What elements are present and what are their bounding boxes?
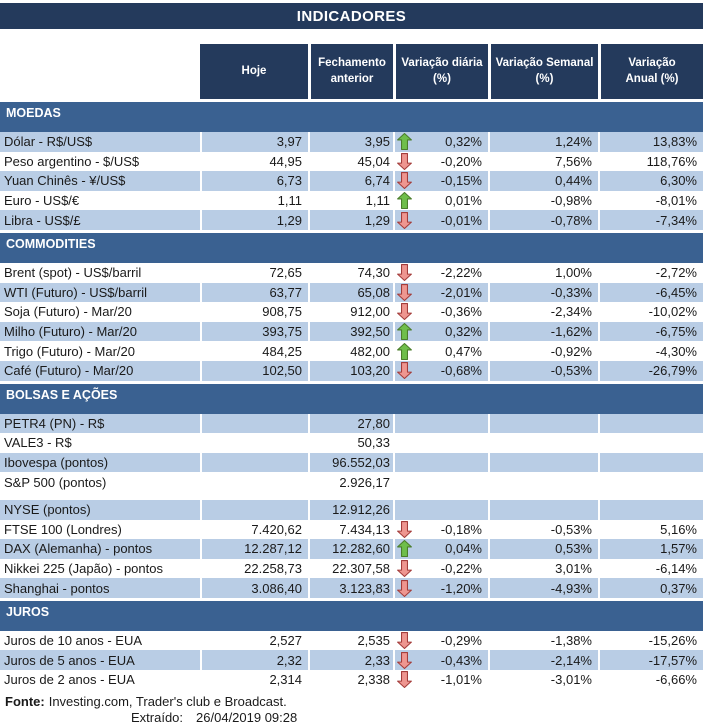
hoje-value: 22.258,73 [200,559,308,579]
table-row [0,283,703,303]
trend-arrow [397,415,412,432]
table-row [0,500,703,520]
variacao-diaria-value: 0,47% [445,343,482,359]
variacao-diaria-value: 0,01% [445,193,482,209]
trend-arrow [397,540,412,557]
variacao-diaria-cell [393,500,488,520]
hoje-value: 7.420,62 [200,520,308,540]
table-row [0,322,703,342]
trend-down-icon [397,580,412,597]
variacao-anual-value: -17,57% [598,650,703,670]
table-row [0,520,703,540]
table-row [0,578,703,598]
variacao-diaria-cell [393,171,488,191]
trend-arrow [397,632,412,649]
variacao-semanal-value [488,414,598,434]
trend-arrow [397,303,412,320]
fechamento-anterior-value: 1,11 [308,191,393,211]
variacao-semanal-value: 0,44% [488,171,598,191]
variacao-diaria-cell [393,650,488,670]
trend-arrow [397,172,412,189]
hoje-value: 908,75 [200,302,308,322]
variacao-diaria-cell [393,578,488,598]
table-row [0,414,703,434]
row-label: WTI (Futuro) - US$/barril [0,283,200,303]
variacao-anual-value: -15,26% [598,631,703,651]
variacao-diaria-cell [393,283,488,303]
variacao-anual-value: 0,37% [598,578,703,598]
hoje-value: 393,75 [200,322,308,342]
table-row [0,650,703,670]
trend-down-icon [397,264,412,281]
variacao-diaria-cell [393,453,488,473]
fechamento-anterior-value: 1,29 [308,210,393,230]
variacao-diaria-cell [393,631,488,651]
trend-down-icon [397,560,412,577]
table-row [0,433,703,453]
variacao-semanal-value: -2,34% [488,302,598,322]
variacao-semanal-value: -1,62% [488,322,598,342]
variacao-diaria-value: 0,32% [445,324,482,340]
row-label: Café (Futuro) - Mar/20 [0,361,200,381]
section-header-commodities: COMMODITIES [0,233,703,263]
variacao-anual-value: 6,30% [598,171,703,191]
row-label: Peso argentino - $/US$ [4,153,140,169]
variacao-diaria-cell [393,152,488,172]
fechamento-anterior-value: 27,80 [308,414,393,434]
variacao-anual-value: -10,02% [598,302,703,322]
table-row [0,210,703,230]
row-label: PETR4 (PN) - R$ [0,414,200,434]
trend-up-icon [397,323,412,340]
trend-arrow [397,133,412,150]
trend-arrow [397,323,412,340]
row-label: Juros de 5 anos - EUA [0,650,200,670]
source-label: Fonte: [5,693,45,709]
table-row [0,631,703,651]
trend-up-icon [397,133,412,150]
section-commodities [0,263,703,381]
fechamento-anterior-value: 2.926,17 [308,472,393,492]
extracted-line [5,710,703,727]
fechamento-anterior-value: 96.552,03 [308,453,393,473]
variacao-anual-value [598,453,703,473]
trend-up-icon [397,343,412,360]
variacao-diaria-value: -0,15% [440,173,482,189]
column-header-hoje: Hoje [200,44,308,99]
variacao-diaria-cell [393,520,488,540]
variacao-anual-value: -6,66% [598,670,703,690]
variacao-diaria-value: -0,22% [440,560,482,576]
hoje-value: 2,32 [200,650,308,670]
variacao-anual-value: -8,01% [598,191,703,211]
trend-arrow [397,284,412,301]
footer [0,690,703,727]
variacao-diaria-value: -1,01% [440,672,482,688]
hoje-value: 3.086,40 [200,578,308,598]
variacao-anual-value: -4,30% [598,341,703,361]
source-text: Investing.com, Trader's club e Broadcast. [48,693,287,709]
column-header-fechamento-anterior: Fechamento anterior [308,44,393,99]
table-row [0,539,703,559]
trend-arrow [397,153,412,170]
extracted-timestamp: 26/04/2019 09:28 [196,710,298,726]
trend-up-icon [397,192,412,209]
table-row [0,191,703,211]
fechamento-anterior-value: 482,00 [308,341,393,361]
hoje-value: 102,50 [200,361,308,381]
row-label: Nikkei 225 (Japão) - pontos [4,560,163,576]
trend-down-icon [397,284,412,301]
variacao-anual-value: -7,34% [598,210,703,230]
variacao-semanal-value: -0,92% [488,341,598,361]
section-juros [0,631,703,690]
variacao-diaria-cell [393,210,488,230]
hoje-value [200,453,308,473]
section-bolsas-e-acoes [0,414,703,598]
variacao-anual-value: -2,72% [598,263,703,283]
row-label: Juros de 2 anos - EUA [4,672,135,688]
trend-arrow [397,560,412,577]
variacao-diaria-cell [393,132,488,152]
trend-arrow [397,343,412,360]
trend-down-icon [397,632,412,649]
hoje-value: 44,95 [200,152,308,172]
variacao-diaria-value: -0,20% [440,153,482,169]
fechamento-anterior-value: 74,30 [308,263,393,283]
fechamento-anterior-value: 45,04 [308,152,393,172]
variacao-semanal-value: -0,98% [488,191,598,211]
variacao-semanal-value: -0,53% [488,520,598,540]
variacao-anual-value: -6,14% [598,559,703,579]
trend-down-icon [397,212,412,229]
variacao-diaria-value: 0,04% [445,541,482,557]
row-label: Ibovespa (pontos) [0,453,200,473]
column-header-variacao-semanal: Variação Semanal (%) [488,44,598,99]
hoje-value: 63,77 [200,283,308,303]
row-label: DAX (Alemanha) - pontos [0,539,200,559]
fechamento-anterior-value: 50,33 [308,433,393,453]
trend-down-icon [397,362,412,379]
variacao-diaria-cell [393,361,488,381]
variacao-diaria-value: -1,20% [440,580,482,596]
variacao-anual-value [598,500,703,520]
variacao-diaria-cell [393,191,488,211]
row-label: FTSE 100 (Londres) [4,521,122,537]
fechamento-anterior-value: 6,74 [308,171,393,191]
fechamento-anterior-value: 3.123,83 [308,578,393,598]
trend-arrow [397,671,412,688]
table-row [0,171,703,191]
table-row [0,453,703,473]
table-row [0,302,703,322]
variacao-diaria-value: -0,29% [440,633,482,649]
hoje-value: 2,527 [200,631,308,651]
variacao-semanal-value [488,500,598,520]
fechamento-anterior-value: 392,50 [308,322,393,342]
variacao-semanal-value: -0,33% [488,283,598,303]
source-line [5,694,703,711]
table-row [0,341,703,361]
fechamento-anterior-value: 7.434,13 [308,520,393,540]
trend-down-icon [397,303,412,320]
trend-arrow [397,474,412,491]
fechamento-anterior-value: 2,338 [308,670,393,690]
trend-arrow [397,362,412,379]
section-header-bolsas-e-acoes: BOLSAS E AÇÕES [0,384,703,414]
variacao-diaria-value: -2,01% [440,284,482,300]
trend-up-icon [397,540,412,557]
row-label: VALE3 - R$ [4,435,72,451]
table-row [0,132,703,152]
row-label: Euro - US$/€ [4,193,80,209]
variacao-diaria-cell [393,539,488,559]
hoje-value: 2,314 [200,670,308,690]
section-moedas [0,132,703,230]
hoje-value [200,414,308,434]
variacao-semanal-value: -4,93% [488,578,598,598]
hoje-value: 72,65 [200,263,308,283]
variacao-semanal-value: -1,38% [488,631,598,651]
row-label: Dólar - R$/US$ [0,132,200,152]
variacao-semanal-value: 1,00% [488,263,598,283]
variacao-diaria-cell [393,263,488,283]
variacao-anual-value [598,472,703,492]
hoje-value: 1,11 [200,191,308,211]
row-label: Shanghai - pontos [0,578,200,598]
hoje-value: 12.287,12 [200,539,308,559]
hoje-value: 6,73 [200,171,308,191]
variacao-anual-value: 5,16% [598,520,703,540]
variacao-diaria-value: -0,68% [440,363,482,379]
table-row [0,152,703,172]
table-row [0,472,703,492]
hoje-value: 484,25 [200,341,308,361]
variacao-semanal-value [488,472,598,492]
row-label: Juros de 10 anos - EUA [4,633,143,649]
variacao-diaria-cell [393,322,488,342]
variacao-diaria-cell [393,433,488,453]
fechamento-anterior-value: 2,535 [308,631,393,651]
trend-arrow [397,501,412,518]
table-row [0,263,703,283]
row-label: Trigo (Futuro) - Mar/20 [4,343,135,359]
trend-down-icon [397,521,412,538]
row-label: Milho (Futuro) - Mar/20 [0,322,200,342]
trend-arrow [397,264,412,281]
fechamento-anterior-value: 912,00 [308,302,393,322]
variacao-semanal-value: -3,01% [488,670,598,690]
fechamento-anterior-value: 2,33 [308,650,393,670]
row-label: Soja (Futuro) - Mar/20 [4,304,132,320]
fechamento-anterior-value: 12.282,60 [308,539,393,559]
variacao-anual-value [598,433,703,453]
variacao-semanal-value: -0,78% [488,210,598,230]
table-row [0,670,703,690]
trend-down-icon [397,172,412,189]
variacao-diaria-value: -0,18% [440,521,482,537]
column-header-variacao-diaria: Variação diária (%) [393,44,488,99]
variacao-semanal-value: 0,53% [488,539,598,559]
column-header-variacao-anual: Variação Anual (%) [598,44,703,99]
row-label: S&P 500 (pontos) [4,474,107,490]
trend-arrow [397,454,412,471]
variacao-diaria-value: -0,36% [440,304,482,320]
variacao-anual-value: -6,45% [598,283,703,303]
extracted-label: Extraído: [131,710,184,726]
trend-down-icon [397,671,412,688]
variacao-diaria-value: -0,43% [440,652,482,668]
variacao-semanal-value: -0,53% [488,361,598,381]
variacao-diaria-cell [393,559,488,579]
section-header-juros: JUROS [0,601,703,631]
hoje-value: 1,29 [200,210,308,230]
table-row [0,559,703,579]
trend-arrow [397,212,412,229]
fechamento-anterior-value: 65,08 [308,283,393,303]
trend-arrow [397,434,412,451]
variacao-anual-value: -26,79% [598,361,703,381]
variacao-semanal-value [488,433,598,453]
variacao-diaria-cell [393,472,488,492]
trend-down-icon [397,652,412,669]
fechamento-anterior-value: 103,20 [308,361,393,381]
variacao-semanal-value [488,453,598,473]
trend-down-icon [397,153,412,170]
variacao-semanal-value: 7,56% [488,152,598,172]
page-title: INDICADORES [0,3,703,29]
row-label: Libra - US$/£ [0,210,200,230]
variacao-diaria-value: -0,01% [440,212,482,228]
fechamento-anterior-value: 22.307,58 [308,559,393,579]
fechamento-anterior-value: 3,95 [308,132,393,152]
hoje-value: 3,97 [200,132,308,152]
variacao-anual-value: 1,57% [598,539,703,559]
variacao-anual-value: 118,76% [598,152,703,172]
hoje-value [200,472,308,492]
fechamento-anterior-value: 12.912,26 [308,500,393,520]
row-label: Yuan Chinês - ¥/US$ [0,171,200,191]
variacao-anual-value [598,414,703,434]
row-label: NYSE (pontos) [0,500,200,520]
variacao-semanal-value: -2,14% [488,650,598,670]
variacao-diaria-cell [393,341,488,361]
variacao-diaria-cell [393,302,488,322]
trend-arrow [397,652,412,669]
variacao-diaria-value: -2,22% [440,265,482,281]
row-label: Brent (spot) - US$/barril [4,265,142,281]
variacao-diaria-cell [393,670,488,690]
table-header-row [200,44,703,99]
variacao-diaria-cell [393,414,488,434]
variacao-anual-value: 13,83% [598,132,703,152]
trend-arrow [397,521,412,538]
variacao-semanal-value: 3,01% [488,559,598,579]
section-header-moedas: MOEDAS [0,102,703,132]
hoje-value [200,433,308,453]
variacao-diaria-value: 0,32% [445,134,482,150]
variacao-anual-value: -6,75% [598,322,703,342]
trend-arrow [397,192,412,209]
trend-arrow [397,580,412,597]
variacao-semanal-value: 1,24% [488,132,598,152]
hoje-value [200,500,308,520]
table-row [0,361,703,381]
